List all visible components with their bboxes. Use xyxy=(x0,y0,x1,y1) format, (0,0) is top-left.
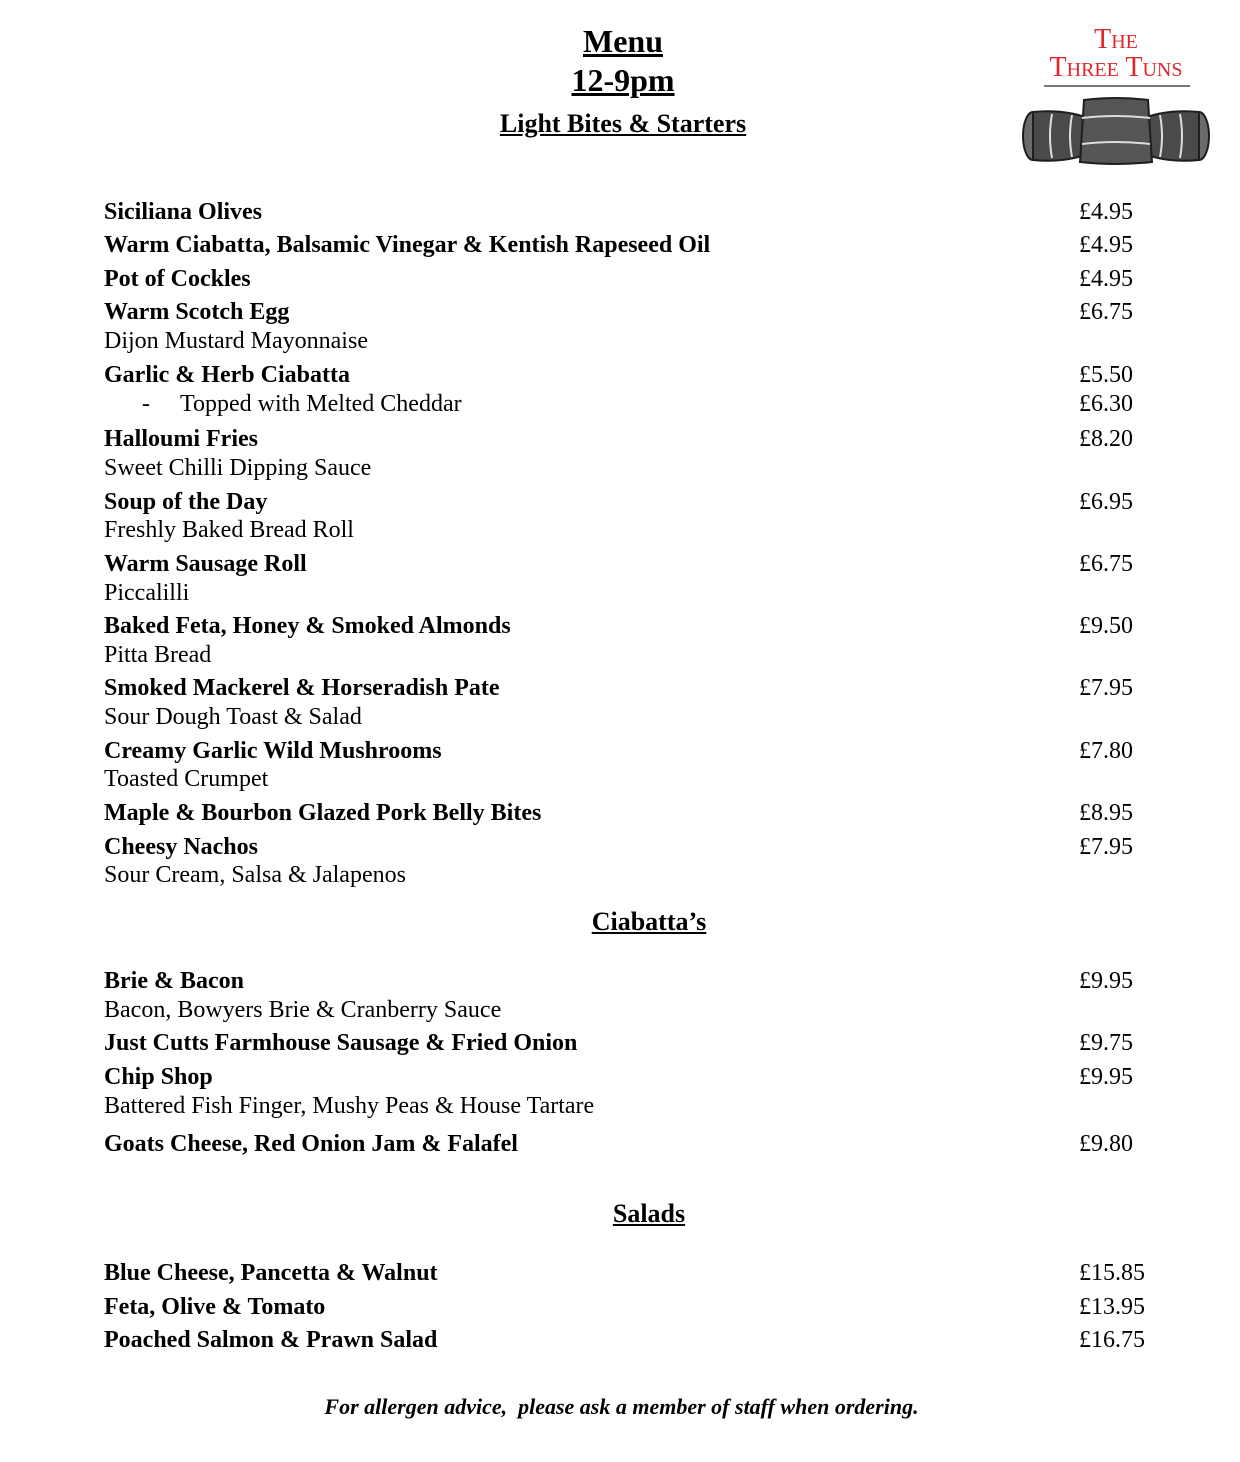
option-dash: - xyxy=(142,391,150,417)
item-desc: Sour Dough Toast & Salad xyxy=(104,704,362,730)
item-description xyxy=(104,1091,1164,1123)
item-price: £15.85 xyxy=(1079,1260,1145,1286)
option-label: Topped with Melted Cheddar xyxy=(180,391,462,417)
item-price: £7.95 xyxy=(1079,834,1133,860)
item-name: Siciliana Olives xyxy=(104,199,263,225)
item-price: £6.75 xyxy=(1079,551,1133,577)
item-price: £9.50 xyxy=(1079,613,1133,639)
item-description xyxy=(104,578,1164,610)
item-name: Smoked Mackerel & Horseradish Pate xyxy=(104,675,500,701)
item-description xyxy=(104,995,1164,1027)
item-name: Soup of the Day xyxy=(104,489,268,515)
item-name: Feta, Olive & Tomato xyxy=(104,1294,326,1320)
item-price: £4.95 xyxy=(1079,199,1133,225)
item-price: £13.95 xyxy=(1079,1294,1145,1320)
item-name: Goats Cheese, Red Onion Jam & Falafel xyxy=(104,1131,518,1157)
logo-line-2: Three Tuns xyxy=(1049,52,1183,83)
menu-item xyxy=(104,424,1164,456)
logo-line-1: The xyxy=(1094,24,1138,55)
item-price: £9.95 xyxy=(1079,968,1133,994)
item-price: £16.75 xyxy=(1079,1327,1145,1353)
menu-item xyxy=(104,1325,1164,1357)
menu-title: Menu xyxy=(583,23,663,59)
section-heading-ciabattas: Ciabatta’s xyxy=(591,907,707,936)
menu-item xyxy=(104,1258,1164,1290)
menu-hours: 12-9pm xyxy=(571,62,675,98)
menu-item xyxy=(104,611,1164,643)
menu-item xyxy=(104,264,1164,296)
item-price: £8.95 xyxy=(1079,800,1133,826)
item-name: Warm Ciabatta, Balsamic Vinegar & Kentish Rapeseed Oil xyxy=(104,232,711,258)
item-price: £6.95 xyxy=(1079,489,1133,515)
menu-item xyxy=(104,197,1164,229)
item-desc: Bacon, Bowyers Brie & Cranberry Sauce xyxy=(104,997,502,1023)
item-desc: Dijon Mustard Mayonnaise xyxy=(104,328,368,354)
item-description xyxy=(104,326,1164,358)
menu-item xyxy=(104,360,1164,392)
item-desc: Piccalilli xyxy=(104,580,190,606)
item-price: £9.95 xyxy=(1079,1064,1133,1090)
menu-item xyxy=(104,230,1164,262)
section-heading-salads: Salads xyxy=(612,1199,686,1228)
item-name: Poached Salmon & Prawn Salad xyxy=(104,1327,438,1353)
menu-item xyxy=(104,1292,1164,1324)
item-option xyxy=(104,389,1164,421)
item-name: Brie & Bacon xyxy=(104,968,244,994)
item-price: £4.95 xyxy=(1079,232,1133,258)
menu-item xyxy=(104,297,1164,329)
item-description xyxy=(104,764,1164,796)
item-name: Halloumi Fries xyxy=(104,426,258,452)
item-desc: Sweet Chilli Dipping Sauce xyxy=(104,455,372,481)
item-description xyxy=(104,515,1164,547)
item-price: £8.20 xyxy=(1079,426,1133,452)
item-name: Warm Scotch Egg xyxy=(104,299,290,325)
menu-item xyxy=(104,966,1164,998)
item-name: Cheesy Nachos xyxy=(104,834,258,860)
item-price: £7.80 xyxy=(1079,738,1133,764)
item-name: Creamy Garlic Wild Mushrooms xyxy=(104,738,442,764)
logo-rule xyxy=(1044,85,1190,87)
item-description xyxy=(104,860,1164,892)
item-name: Maple & Bourbon Glazed Pork Belly Bites xyxy=(104,800,542,826)
item-name: Blue Cheese, Pancetta & Walnut xyxy=(104,1260,438,1286)
menu-item xyxy=(104,1129,1164,1161)
item-price: £9.75 xyxy=(1079,1030,1133,1056)
three-tuns-logo xyxy=(1016,26,1216,166)
item-desc: Toasted Crumpet xyxy=(104,766,269,792)
menu-item xyxy=(104,673,1164,705)
item-desc: Battered Fish Finger, Mushy Peas & House Tartare xyxy=(104,1093,595,1119)
item-desc: Sour Cream, Salsa & Jalapenos xyxy=(104,862,406,888)
item-price: £5.50 xyxy=(1079,362,1133,388)
menu-item xyxy=(104,798,1164,830)
section-heading-light-bites: Light Bites & Starters xyxy=(499,109,747,138)
item-desc: Pitta Bread xyxy=(104,642,212,668)
item-price: £7.95 xyxy=(1079,675,1133,701)
item-name: Just Cutts Farmhouse Sausage & Fried Onion xyxy=(104,1030,578,1056)
menu-item xyxy=(104,1062,1164,1094)
item-price: £4.95 xyxy=(1079,266,1133,292)
option-price: £6.30 xyxy=(1079,391,1133,417)
item-price: £6.75 xyxy=(1079,299,1133,325)
item-name: Warm Sausage Roll xyxy=(104,551,307,577)
item-name: Chip Shop xyxy=(104,1064,213,1090)
item-name: Baked Feta, Honey & Smoked Almonds xyxy=(104,613,511,639)
menu-item xyxy=(104,549,1164,581)
menu-item xyxy=(104,1028,1164,1060)
item-desc: Freshly Baked Bread Roll xyxy=(104,517,354,543)
item-description xyxy=(104,640,1164,672)
item-name: Garlic & Herb Ciabatta xyxy=(104,362,350,388)
item-name: Pot of Cockles xyxy=(104,266,251,292)
item-description xyxy=(104,453,1164,485)
allergen-note: For allergen advice, please ask a member of staff when ordering. xyxy=(324,1394,919,1419)
item-description xyxy=(104,702,1164,734)
item-price: £9.80 xyxy=(1079,1131,1133,1157)
